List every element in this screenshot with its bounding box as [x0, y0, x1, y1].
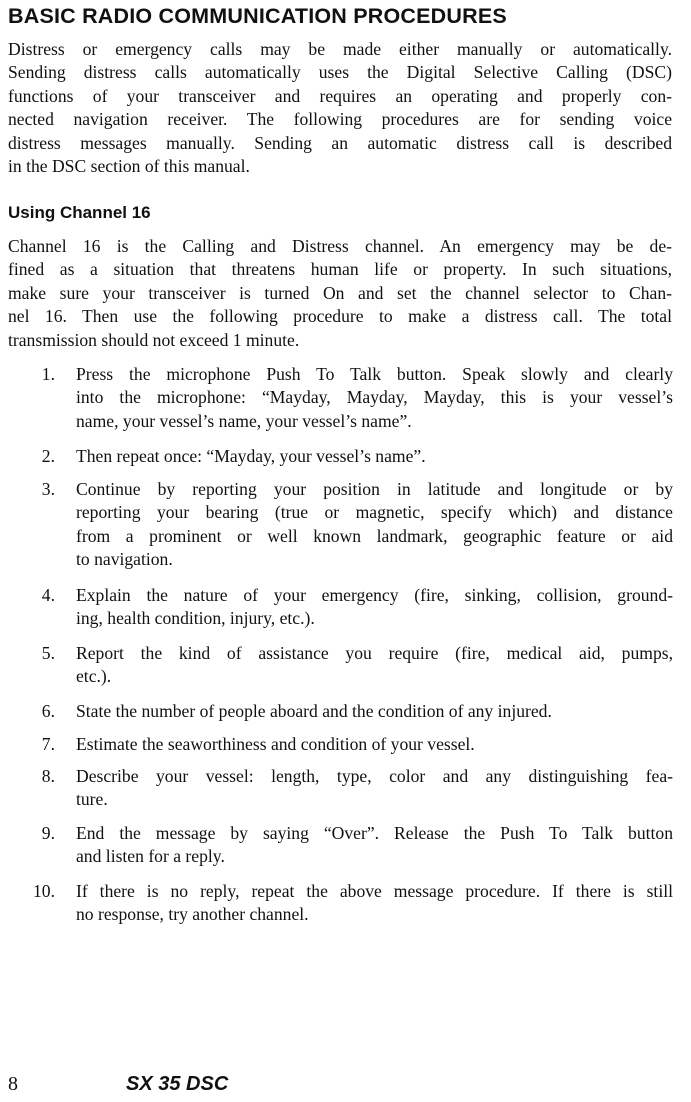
- step-text: [76, 880, 673, 927]
- step-number: 8.: [41, 766, 55, 786]
- step-text: [76, 584, 673, 631]
- step-text: [76, 765, 673, 812]
- step-line: ing, health condition, injury, etc.).: [76, 608, 315, 629]
- intro-line: distress messages manually. Sending an automatic distress call is described: [8, 132, 672, 153]
- step-line: Continue by reporting your position in latitude and longitude or by: [76, 479, 673, 499]
- step-text: [76, 733, 673, 756]
- step-line: no response, try another channel.: [76, 904, 309, 925]
- footer-model-name: SX 35 DSC: [126, 1073, 229, 1095]
- step-line: If there is no reply, repeat the above message procedure. If there is still: [76, 881, 673, 901]
- step-number: 9.: [41, 823, 55, 843]
- page-title: BASIC RADIO COMMUNICATION PROCEDURES: [8, 4, 507, 28]
- step-number: 6.: [41, 701, 55, 721]
- step-line: from a prominent or well known landmark, geographic feature or aid: [76, 525, 673, 546]
- intro-line: Distress or emergency calls may be made either manually or automatically.: [8, 39, 672, 59]
- step-text: [76, 478, 673, 572]
- step-number: 5.: [41, 643, 55, 663]
- step-number: 1.: [41, 364, 55, 384]
- step-line: and listen for a reply.: [76, 846, 225, 867]
- step-line: into the microphone: “Mayday, Mayday, Mayday, this is your vessel’s: [76, 387, 673, 408]
- step-line: Explain the nature of your emergency (fire, sinking, collision, ground-: [76, 585, 673, 605]
- step-line: Then repeat once: “Mayday, your vessel’s name”.: [76, 446, 426, 466]
- step-line: Report the kind of assistance you require (fire, medical aid, pumps,: [76, 643, 673, 663]
- step-number: 3.: [41, 479, 55, 499]
- intro-line: in the DSC section of this manual.: [8, 156, 250, 177]
- step-text: [76, 445, 673, 468]
- step-line: Estimate the seaworthiness and condition of your vessel.: [76, 734, 475, 754]
- page-number: 8: [8, 1073, 18, 1095]
- step-line: to navigation.: [76, 549, 173, 570]
- channel-line: fined as a situation that threatens human life or property. In such situations,: [8, 259, 672, 280]
- channel-paragraph: [8, 235, 672, 352]
- step-line: End the message by saying “Over”. Release the Push To Talk button: [76, 823, 673, 843]
- step-line: ture.: [76, 789, 108, 810]
- step-text: [76, 822, 673, 869]
- intro-line: nected navigation receiver. The following procedures are for sending voice: [8, 109, 672, 130]
- step-text: [76, 363, 673, 433]
- step-line: name, your vessel’s name, your vessel’s name”.: [76, 410, 412, 431]
- channel-line: make sure your transceiver is turned On and set the channel selector to Chan-: [8, 282, 672, 303]
- intro-line: functions of your transceiver and requires an operating and properly con-: [8, 85, 672, 106]
- step-number: 2.: [41, 446, 55, 466]
- step-text: [76, 642, 673, 689]
- channel-line: transmission should not exceed 1 minute.: [8, 329, 300, 350]
- section-heading: Using Channel 16: [8, 203, 151, 222]
- step-line: etc.).: [76, 666, 112, 687]
- step-text: [76, 700, 673, 723]
- step-number: 4.: [41, 585, 55, 605]
- step-line: reporting your bearing (true or magnetic, specify which) and distance: [76, 502, 673, 523]
- channel-line: nel 16. Then use the following procedure to make a distress call. The total: [8, 306, 672, 327]
- intro-paragraph: [8, 38, 672, 178]
- step-number: 10.: [33, 881, 55, 901]
- step-line: Press the microphone Push To Talk button. Speak slowly and clearly: [76, 364, 673, 384]
- intro-line: Sending distress calls automatically uses the Digital Selective Calling (DSC): [8, 62, 672, 83]
- channel-line: Channel 16 is the Calling and Distress channel. An emergency may be de-: [8, 236, 672, 256]
- step-number: 7.: [41, 734, 55, 754]
- step-line: Describe your vessel: length, type, color and any distinguishing fea-: [76, 766, 673, 786]
- step-line: State the number of people aboard and the condition of any injured.: [76, 701, 552, 721]
